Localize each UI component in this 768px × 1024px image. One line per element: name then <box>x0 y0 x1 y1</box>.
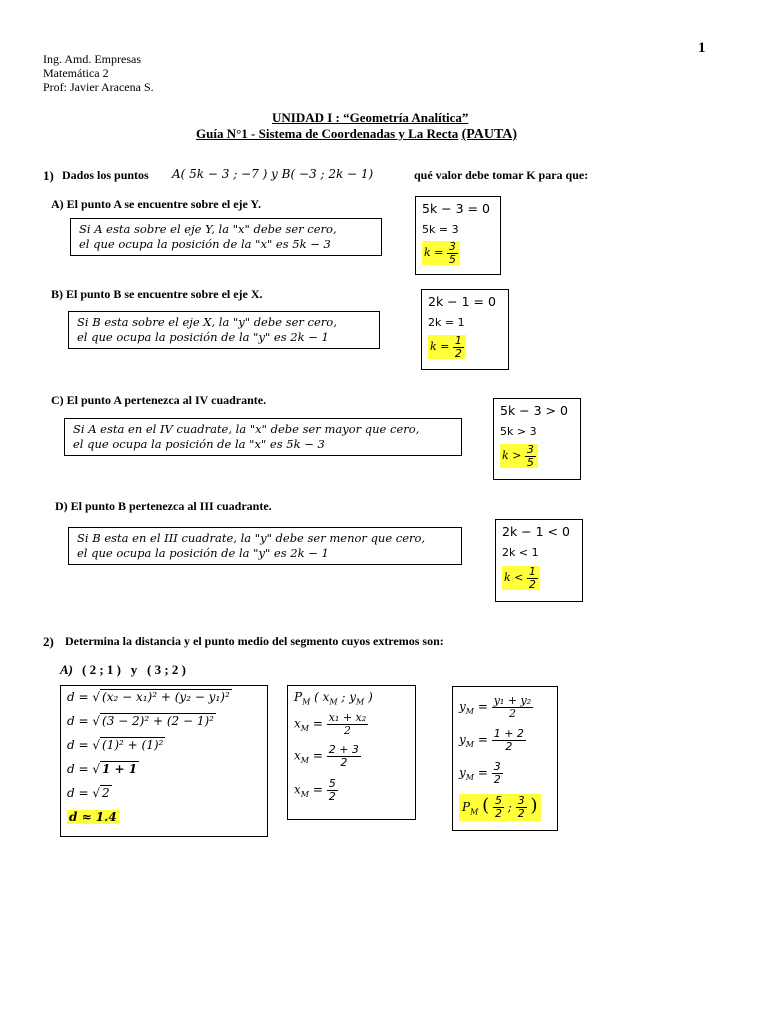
distance-radicand-4: 1 + 1 <box>102 762 138 776</box>
q1b-result-numerator: 1 <box>454 334 462 347</box>
ym-step-1 <box>459 695 533 719</box>
ym-sub-3: M <box>465 772 474 782</box>
q1b-step-1: 2k − 1 = 0 <box>428 294 496 309</box>
xm-step-2 <box>294 744 361 768</box>
xm-step-3-denominator: 2 <box>328 789 336 803</box>
q1d-result-denominator: 2 <box>528 577 536 591</box>
q1d-result-numerator: 1 <box>528 565 536 578</box>
xm-var-3: x <box>294 782 301 797</box>
midpoint-header-sub: M <box>302 697 311 707</box>
q1b-expl-line-1: Si B esta sobre el eje X, la "y" debe ser cero, <box>77 315 337 329</box>
q2-text: Determina la distancia y el punto medio del segmento cuyos extremos son: <box>65 634 444 648</box>
xm-eq-1: = <box>312 716 323 731</box>
q2a-label: A) <box>60 662 73 677</box>
ym-var-1: y <box>459 699 466 714</box>
q1d-solution-box <box>495 519 583 602</box>
xm-sub-2: M <box>300 755 309 765</box>
xm-step-1-numerator: x₁ + x₂ <box>328 711 367 724</box>
guide-title <box>196 126 517 143</box>
ym-var-2: y <box>459 732 466 747</box>
q1d-result <box>502 566 540 590</box>
distance-step-5: d = √ 2 <box>67 786 110 800</box>
midpoint-header-y: ; y <box>341 690 357 704</box>
q1a-explanation-box <box>70 218 382 256</box>
midpoint-result: $P_M$ ( $\frac{5}{2}$ ; $\frac{3}{2}$ ) <box>459 794 541 821</box>
distance-prefix-4: d = <box>67 762 89 776</box>
distance-step-1: d = √ (x₂ − x₁)² + (y₂ − y₁)² <box>67 690 230 704</box>
midpoint-result-y-numerator: 3 <box>517 794 525 808</box>
xm-step-3-numerator: 5 <box>328 777 336 790</box>
q1b-result-denominator: 2 <box>454 346 462 360</box>
ym-sub-1: M <box>465 706 474 716</box>
q1a-result <box>422 241 460 265</box>
distance-radicand-2: (3 − 2)² + (2 − 1)² <box>102 714 214 728</box>
q1a-expl-line-2: el que ocupa la posición de la "x" es 5k − 3 <box>79 237 331 251</box>
q1c-solution-box <box>493 398 581 480</box>
xm-eq-3: = <box>312 782 323 797</box>
q1c-result-numerator: 3 <box>526 443 534 456</box>
xm-sub-3: M <box>300 789 309 799</box>
midpoint-result-x-denominator: 2 <box>494 807 502 820</box>
q1d-expl-line-2: el que ocupa la posición de la "y" es 2k − 1 <box>77 546 329 560</box>
midpoint-header-close: ) <box>368 690 373 704</box>
distance-prefix-1: d = <box>67 690 89 704</box>
xm-var-2: x <box>294 748 301 763</box>
ym-eq-2: = <box>477 732 488 747</box>
q1-intro: Dados los puntos <box>62 168 149 182</box>
q1d-step-2: 2k < 1 <box>502 546 539 559</box>
header-line-2: Matemática 2 <box>43 66 109 80</box>
q1d-label: D) El punto B pertenezca al III cuadrante. <box>55 499 272 513</box>
midpoint-x-box <box>287 685 416 820</box>
q1d-expl-line-1: Si B esta en el III cuadrate, la "y" debe ser menor que cero, <box>77 531 426 545</box>
q1-question: qué valor debe tomar K para que: <box>414 168 589 182</box>
distance-step-2: d = √ (3 − 2)² + (2 − 1)² <box>67 714 214 728</box>
ym-step-1-numerator: y₁ + y₂ <box>493 694 532 707</box>
q1a-result-numerator: 3 <box>448 240 456 253</box>
q1c-step-2: 5k > 3 <box>500 425 537 438</box>
distance-radicand-3: (1)² + (1)² <box>102 738 164 752</box>
q1a-label: A) El punto A se encuentre sobre el eje Y. <box>51 197 261 211</box>
q1d-explanation-box <box>68 527 462 565</box>
q1b-solution-box <box>421 289 509 370</box>
unit-title: UNIDAD I : “Geometría Analítica” <box>272 110 469 125</box>
midpoint-header <box>294 690 373 706</box>
distance-step-3: d = √ (1)² + (1)² <box>67 738 164 752</box>
distance-prefix-3: d = <box>67 738 89 752</box>
midpoint-header-x: ( x <box>314 690 330 704</box>
distance-result-value: d ≈ 1.4 <box>69 810 117 824</box>
distance-prefix-5: d = <box>67 786 89 800</box>
distance-prefix-2: d = <box>67 714 89 728</box>
xm-step-3 <box>294 778 338 802</box>
midpoint-result-sub: M <box>470 807 479 817</box>
q1a-expl-line-1: Si A esta sobre el eje Y, la "x" debe ser cero, <box>79 222 337 236</box>
q1c-expl-line-1: Si A esta en el IV cuadrate, la "x" debe ser mayor que cero, <box>73 422 420 436</box>
q1c-step-1: 5k − 3 > 0 <box>500 403 568 418</box>
q1c-label: C) El punto A pertenezca al IV cuadrante. <box>51 393 267 407</box>
ym-step-3-numerator: 3 <box>493 760 501 773</box>
q1b-expl-line-2: el que ocupa la posición de la "y" es 2k − 1 <box>77 330 329 344</box>
pauta-label: (PAUTA) <box>461 127 518 142</box>
ym-var-3: y <box>459 765 466 780</box>
q1a-solution-box <box>415 196 501 275</box>
ym-step-1-denominator: 2 <box>508 706 516 720</box>
header-line-3: Prof: Javier Aracena S. <box>43 80 154 94</box>
ym-eq-3: = <box>477 765 488 780</box>
q1b-step-2: 2k = 1 <box>428 316 465 329</box>
q1b-result <box>428 335 466 359</box>
ym-step-2-numerator: 1 + 2 <box>493 727 524 740</box>
q1d-step-1: 2k − 1 < 0 <box>502 524 570 539</box>
xm-var-1: x <box>294 716 301 731</box>
midpoint-header-p: P <box>294 690 303 704</box>
q1-points: A( 5k − 3 ; −7 ) y B( −3 ; 2k − 1) <box>172 167 374 181</box>
ym-eq-1: = <box>477 699 488 714</box>
ym-sub-2: M <box>465 739 474 749</box>
midpoint-header-ysub: M <box>356 697 365 707</box>
q1c-result-denominator: 5 <box>526 455 534 469</box>
q1a-result-denominator: 5 <box>448 252 456 266</box>
distance-radicand-1: (x₂ − x₁)² + (y₂ − y₁)² <box>102 690 230 704</box>
distance-result <box>67 810 119 824</box>
q2-number: 2) <box>43 634 54 649</box>
q1c-result <box>500 444 538 468</box>
ym-step-2 <box>459 728 526 752</box>
xm-step-1 <box>294 712 368 736</box>
q1b-explanation-box <box>68 311 380 349</box>
xm-step-1-denominator: 2 <box>343 723 351 737</box>
midpoint-result-p: P <box>462 800 471 814</box>
ym-step-3 <box>459 761 503 785</box>
q1a-step-1: 5k − 3 = 0 <box>422 201 490 216</box>
ym-step-3-denominator: 2 <box>493 772 501 786</box>
midpoint-y-box <box>452 686 558 831</box>
xm-step-2-numerator: 2 + 3 <box>328 743 359 756</box>
xm-sub-1: M <box>300 723 309 733</box>
midpoint-result-y-denominator: 2 <box>517 807 525 820</box>
guide-title-text: Guía N°1 - Sistema de Coordenadas y La Recta <box>196 126 459 141</box>
q1a-step-2: 5k = 3 <box>422 223 459 236</box>
distance-step-4: d = √ 1 + 1 <box>67 762 138 776</box>
distance-box <box>60 685 268 837</box>
q1c-result-prefix: k > <box>502 449 522 463</box>
document-header <box>43 52 154 94</box>
q1d-result-prefix: k < <box>504 571 524 585</box>
q1c-expl-line-2: el que ocupa la posición de la "x" es 5k − 3 <box>73 437 325 451</box>
q1a-result-prefix: k = <box>424 246 444 260</box>
ym-step-2-denominator: 2 <box>505 739 513 753</box>
q2a-points: ( 2 ; 1 ) y ( 3 ; 2 ) <box>82 662 186 677</box>
xm-eq-2: = <box>312 748 323 763</box>
header-line-1: Ing. Amd. Empresas <box>43 52 141 66</box>
q1c-explanation-box <box>64 418 462 456</box>
q1-number: 1) <box>43 168 54 183</box>
midpoint-result-x-numerator: 5 <box>494 794 502 808</box>
q1b-label: B) El punto B se encuentre sobre el eje X. <box>51 287 263 301</box>
page-number: 1 <box>698 40 706 56</box>
xm-step-2-denominator: 2 <box>340 755 348 769</box>
midpoint-result-separator: ; <box>507 800 512 814</box>
distance-radicand-5: 2 <box>102 786 110 800</box>
midpoint-header-xsub: M <box>329 697 338 707</box>
q1b-result-prefix: k = <box>430 340 450 354</box>
